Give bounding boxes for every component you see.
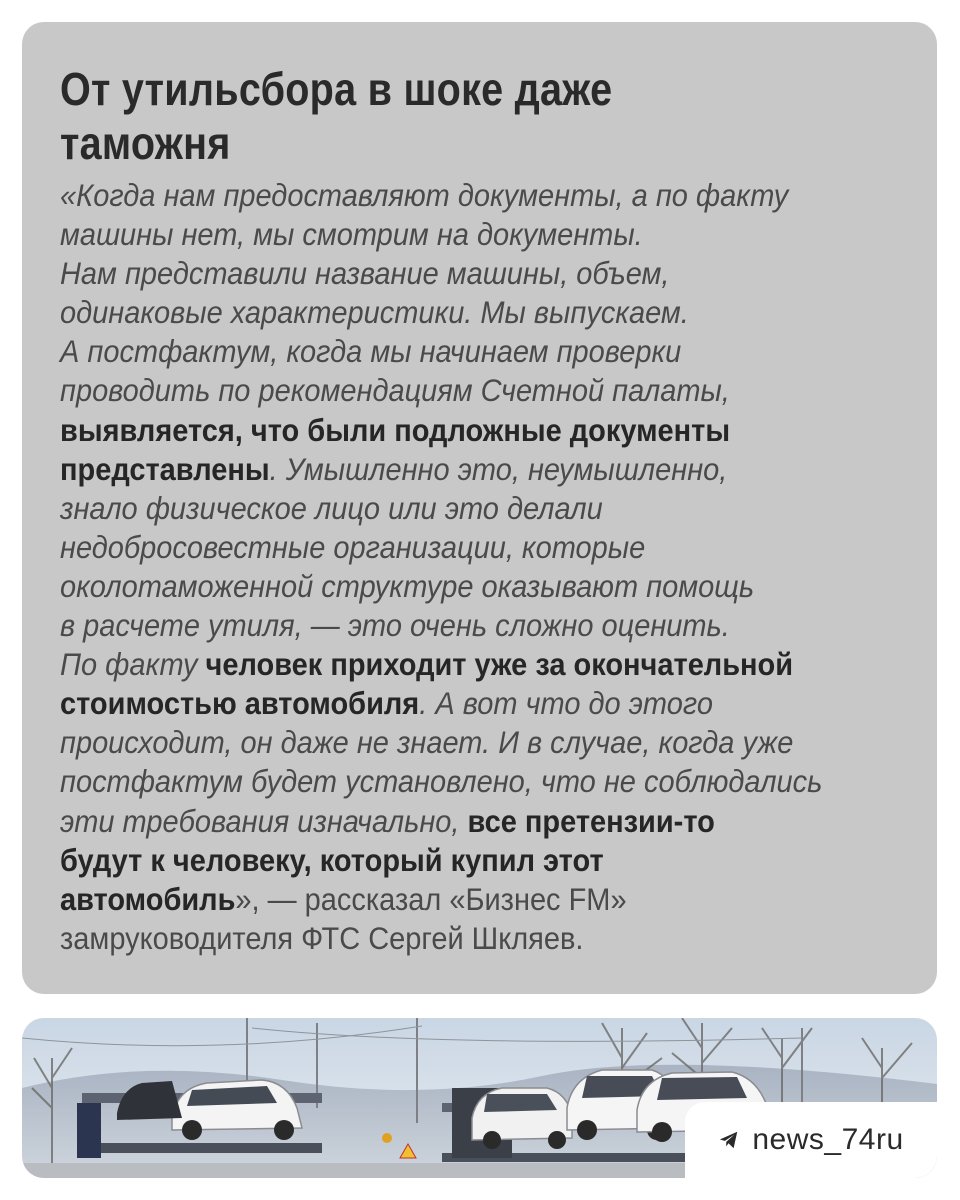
quote-bold-text: представлены bbox=[60, 450, 270, 487]
article-title-line-1: От утильсбора в шоке даже bbox=[60, 63, 613, 115]
quote-text: в расчете утиля, — это очень сложно оценить. bbox=[60, 607, 730, 644]
quote-bold-text: человек приходит уже за окончательной bbox=[205, 646, 794, 683]
article-title bbox=[60, 62, 886, 170]
quote-text: », — рассказал «Бизнес FM» bbox=[235, 880, 627, 917]
quote-line bbox=[60, 293, 906, 332]
telegram-handle: news_74ru bbox=[752, 1123, 904, 1156]
quote-line bbox=[60, 215, 906, 254]
quote-text: . Умышленно это, неумышленно, bbox=[269, 450, 728, 487]
quote-bold-text: автомобиль bbox=[60, 880, 236, 917]
quote-line bbox=[60, 762, 906, 801]
quote-bold-text: выявляется, что были подложные документы bbox=[60, 411, 731, 448]
quote-text: машины нет, мы смотрим на документы. bbox=[60, 216, 643, 253]
article-card bbox=[22, 22, 937, 994]
quote-text: А постфактум, когда мы начинаем проверки bbox=[60, 333, 682, 370]
quote-line bbox=[60, 723, 906, 762]
quote-text: «Когда нам предоставляют документы, а по факту bbox=[60, 177, 789, 213]
quote-line bbox=[60, 254, 906, 293]
quote-text: . А вот что до этого bbox=[419, 685, 713, 722]
quote-line bbox=[60, 802, 906, 841]
quote-line bbox=[60, 919, 906, 958]
quote-line bbox=[60, 176, 906, 215]
quote-text: знало физическое лицо или это делали bbox=[60, 489, 603, 526]
quote-text: По факту bbox=[60, 646, 206, 683]
quote-text: происходит, он даже не знает. И в случае, когда уже bbox=[60, 724, 794, 761]
quote-line bbox=[60, 450, 906, 489]
telegram-channel-badge[interactable] bbox=[685, 1102, 937, 1178]
quote-text: проводить по рекомендациям Счетной палаты, bbox=[60, 372, 730, 409]
quote-text: недобросовестные организации, которые bbox=[60, 528, 646, 565]
article-title-line-2: таможня bbox=[60, 117, 231, 169]
quote-line bbox=[60, 371, 906, 410]
quote-line bbox=[60, 880, 906, 919]
quote-text: одинаковые характеристики. Мы выпускаем. bbox=[60, 294, 689, 331]
quote-bold-text: все претензии-то bbox=[467, 802, 715, 839]
quote-bold-text: будут к человеку, который купил этот bbox=[60, 841, 604, 878]
quote-bold-text: стоимостью автомобиля bbox=[60, 685, 420, 722]
quote-line bbox=[60, 411, 906, 450]
quote-text: постфактум будет установлено, что не соблюдались bbox=[60, 763, 823, 800]
quote-line bbox=[60, 684, 906, 723]
quote-line bbox=[60, 332, 906, 371]
quote-line bbox=[60, 606, 906, 645]
quote-line bbox=[60, 489, 906, 528]
quote-line bbox=[60, 528, 906, 567]
telegram-plane-icon bbox=[718, 1129, 740, 1151]
quote-block bbox=[60, 176, 906, 958]
quote-line bbox=[60, 841, 906, 880]
quote-line bbox=[60, 645, 906, 684]
quote-text: околотаможенной структуре оказывают помощь bbox=[60, 567, 755, 604]
quote-text: замруководителя ФТС Сергей Шкляев. bbox=[60, 919, 584, 956]
quote-line bbox=[60, 567, 906, 606]
quote-text: Нам представили название машины, объем, bbox=[60, 255, 670, 292]
news-photo bbox=[22, 1018, 937, 1178]
quote-text: эти требования изначально, bbox=[60, 802, 468, 839]
